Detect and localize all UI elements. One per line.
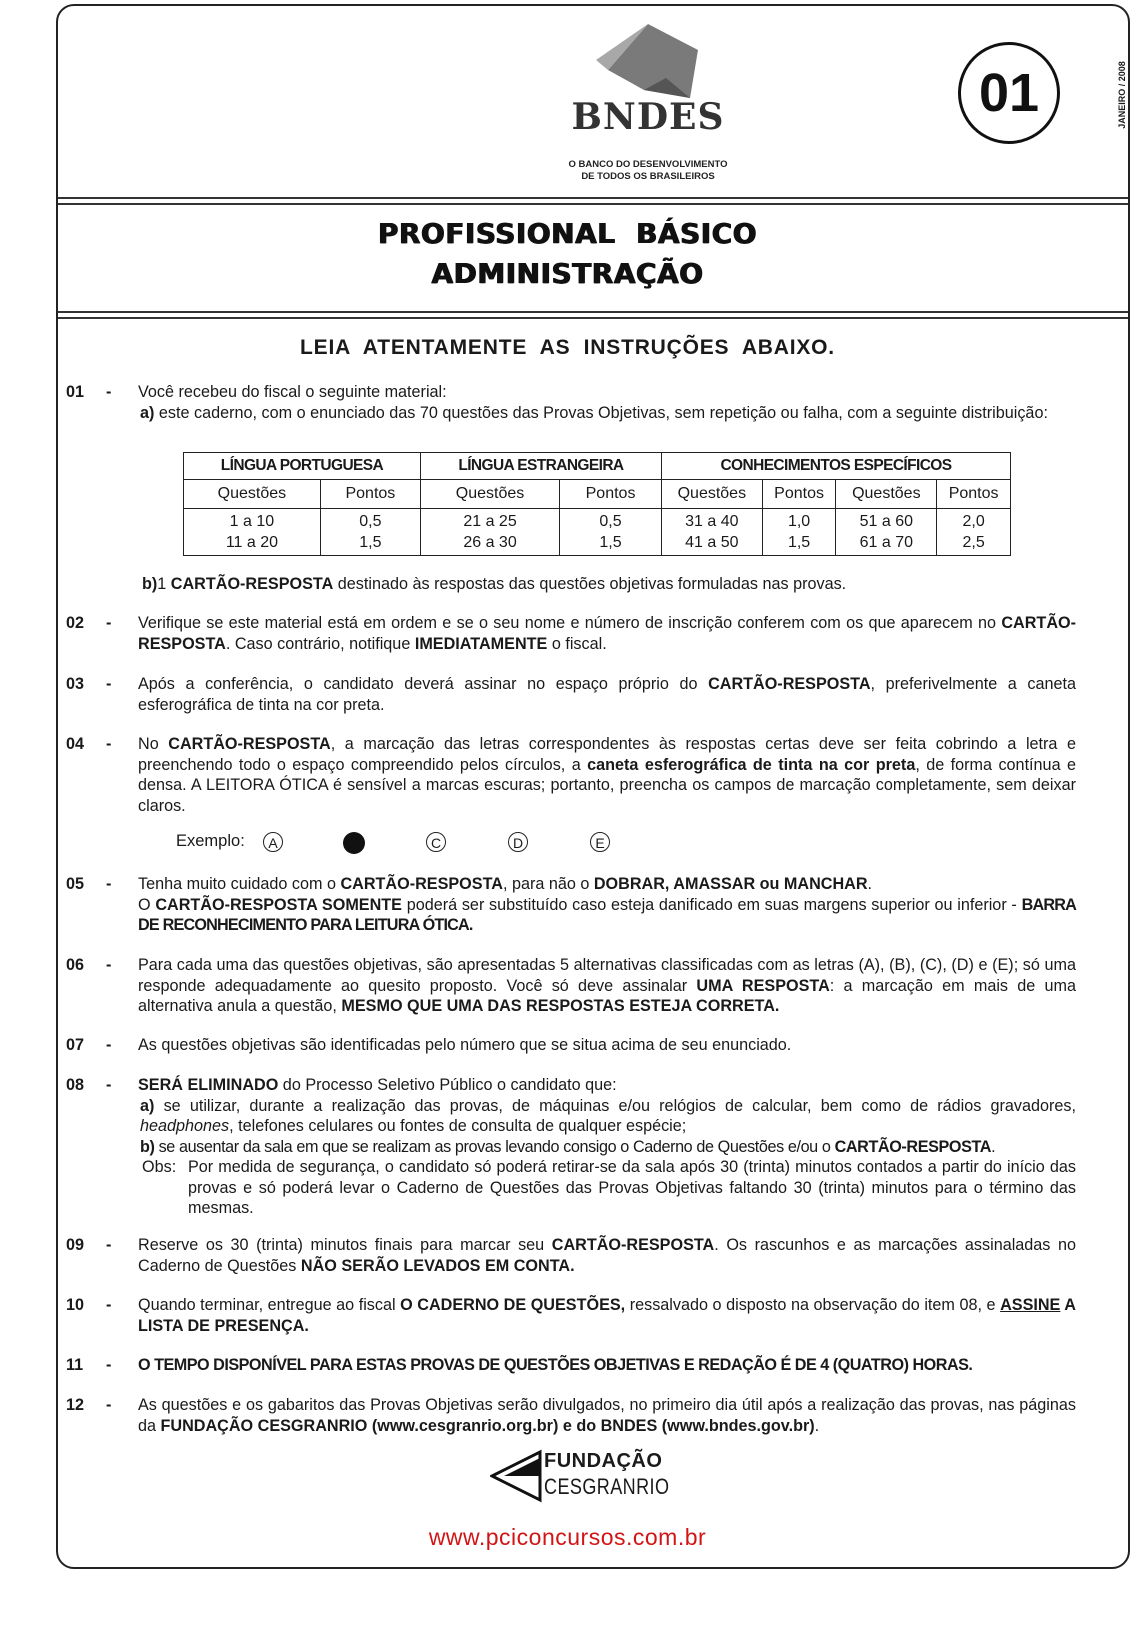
answer-bubble-e: E [590,832,610,852]
cesgranrio-arrow-icon [490,1448,546,1504]
example-label: Exemplo: [176,832,245,850]
table-cell: 1 a 10 11 a 20 [184,509,321,556]
divider [58,311,1128,313]
table-cell: 0,5 1,5 [320,509,420,556]
table-col-header: Pontos [762,480,836,509]
table-group-header: LÍNGUA PORTUGUESA [184,453,421,480]
bndes-emblem-icon [548,20,748,100]
footer-url[interactable]: www.pciconcursos.com.br [428,1524,707,1550]
table-cell: 21 a 25 26 a 30 [420,509,559,556]
bndes-tagline: O BANCO DO DESENVOLVIMENTO DE TODOS OS BRASILEIROS [568,159,728,182]
header [58,6,1128,206]
bndes-wordmark: BNDES [571,96,725,138]
divider [58,203,1128,205]
table-col-header: Questões [420,480,559,509]
cesgranrio-logo: FUNDAÇÃO CESGRANRIO [490,1448,670,1508]
table-group-header: LÍNGUA ESTRANGEIRA [420,453,661,480]
answer-bubble-d: D [508,832,528,852]
answer-bubble-filled [343,832,365,854]
exam-date: JANEIRO / 2008 [1117,61,1127,129]
table-col-header: Pontos [560,480,662,509]
table-row [184,509,1011,556]
table-cell: 0,5 1,5 [560,509,662,556]
table-cell: 51 a 60 61 a 70 [836,509,937,556]
table-group-header: CONHECIMENTOS ESPECÍFICOS [661,453,1010,480]
instructions-heading: LEIA ATENTAMENTE AS INSTRUÇÕES ABAIXO. [300,336,835,359]
question-distribution-table [183,452,1011,556]
table-cell: 2,0 2,5 [937,509,1011,556]
exam-number-badge: 01 [958,42,1060,144]
answer-bubble-c: C [426,832,446,852]
table-col-header: Questões [836,480,937,509]
divider [58,317,1128,319]
answer-bubble-a: A [263,832,283,852]
exam-title [0,214,1135,294]
bndes-logo [548,20,748,190]
divider [58,197,1128,199]
table-cell: 1,0 1,5 [762,509,836,556]
table-col-header: Questões [661,480,762,509]
title-line-2: ADMINISTRAÇÃO [431,257,704,290]
title-line-1: PROFISSIONAL BÁSICO [377,217,758,250]
table-col-header: Pontos [320,480,420,509]
table-cell: 31 a 40 41 a 50 [661,509,762,556]
table-col-header: Pontos [937,480,1011,509]
table-col-header: Questões [184,480,321,509]
